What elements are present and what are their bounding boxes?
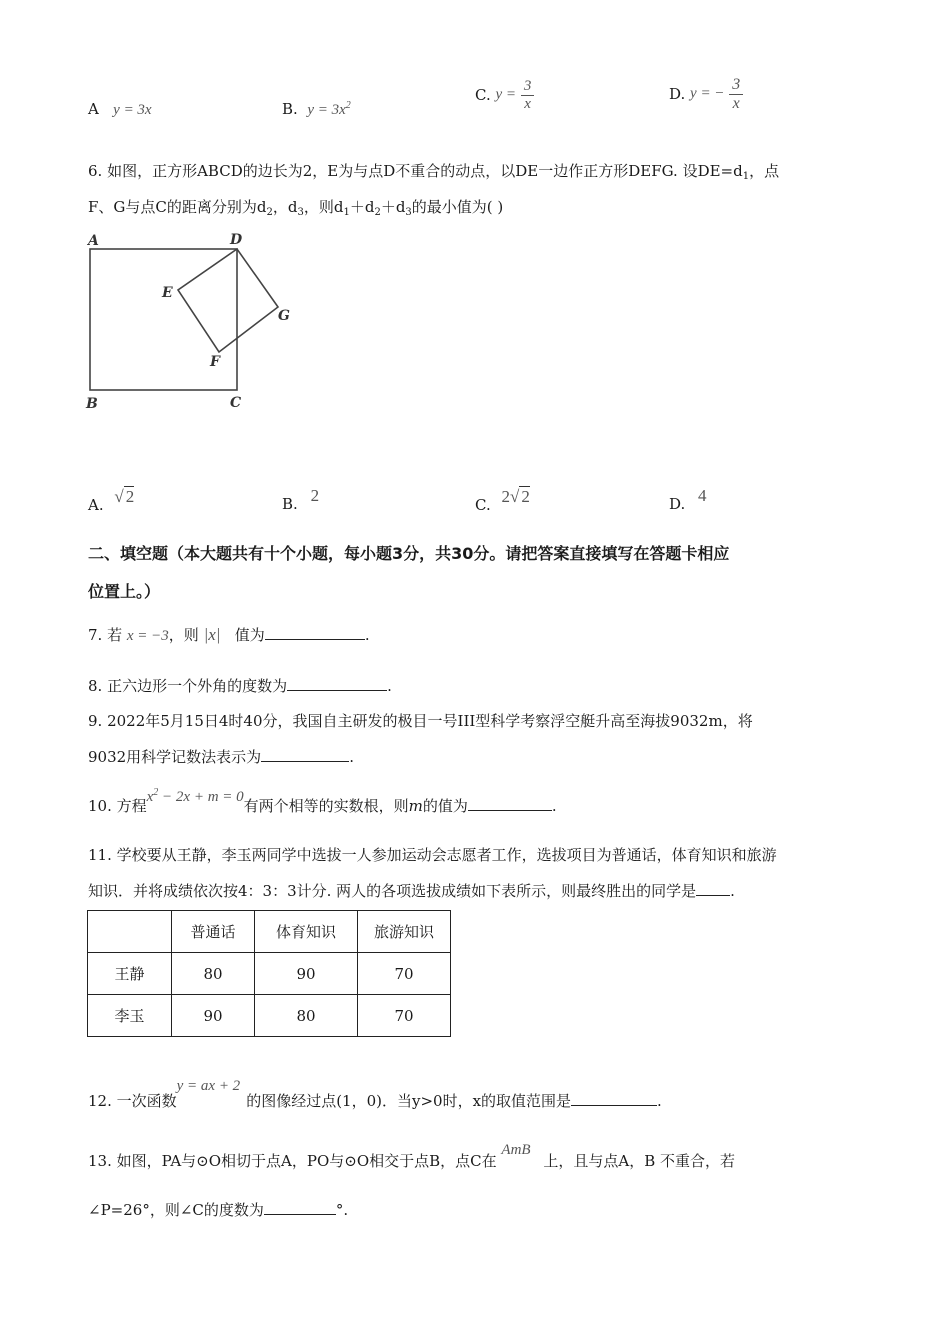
table-cell: 王静 — [88, 953, 172, 995]
table-cell: 70 — [358, 953, 451, 995]
q13-question-line2: ∠P=26°，则∠C的度数为 °. — [88, 1201, 349, 1219]
table-header-cell: 旅游知识 — [358, 911, 451, 953]
table-cell: 李玉 — [88, 995, 172, 1037]
arc-amb: AmB — [501, 1142, 531, 1158]
q10-question: 10. 方程$x^2 - 2x + m = 0$有两个相等的实数根，则m的值为 . — [88, 787, 557, 815]
square-defg — [178, 249, 278, 352]
table-row — [88, 995, 451, 1037]
q6-option-a: A. √ 2 — [88, 487, 135, 514]
q9-question-line1: 9. 2022年5月15日4时40分，我国自主研发的极目一号III型科学考察浮空艇升高至海拔9032m，将 — [88, 712, 753, 730]
q8-question: 8. 正六边形一个外角的度数为 . — [88, 677, 392, 695]
q8-answer-blank[interactable] — [287, 678, 387, 691]
q11-question-line2: 知识．并将成绩依次按4：3：3计分. 两人的各项选拔成绩如下表所示，则最终胜出的同学是 . — [88, 882, 735, 900]
label-b: B — [86, 396, 98, 412]
q12-question: 12. 一次函数y = ax + 2的图像经过点(1，0)．当y>0时，x的取值范围是 . — [88, 1078, 662, 1110]
table-row — [88, 953, 451, 995]
q9-question-line2: 9032用科学记数法表示为 . — [88, 748, 354, 766]
q11-question-line1: 11. 学校要从王静，李玉两同学中选拔一人参加运动会志愿者工作，选拔项目为普通话，体育知识和旅游 — [88, 846, 777, 864]
q5-option-b: B. $y = 3x^2$ — [282, 100, 351, 118]
q6-option-d: D. 4 — [669, 486, 707, 513]
table-cell: 90 — [255, 953, 358, 995]
table-header-cell — [88, 911, 172, 953]
label-g: G — [278, 308, 290, 324]
label-d: D — [230, 232, 243, 248]
label-c: C — [230, 395, 242, 411]
q12-answer-blank[interactable] — [571, 1093, 657, 1106]
q6-question-line1: 6. 如图，正方形ABCD的边长为2，E为与点D不重合的动点，以DE一边作正方形DEFG. 设$DE=d_1$，点 — [88, 162, 780, 182]
q5-option-a: A y = 3x — [88, 100, 152, 118]
label-f: F — [210, 354, 220, 370]
table-cell: 90 — [172, 995, 255, 1037]
section2-heading-line2: 位置上。） — [88, 582, 161, 601]
q13-question-line1: 13. 如图，PA与⊙O相切于点A，PO与⊙O相交于点B，点C在 AmB 上，且与点A，B 不重合，若 — [88, 1142, 735, 1170]
table-cell: 80 — [255, 995, 358, 1037]
table-header-cell: 普通话 — [172, 911, 255, 953]
section2-heading-line1: 二、填空题（本大题共有十个小题，每小题3分，共30分。请把答案直接填写在答题卡相应 — [88, 544, 730, 563]
label-e: E — [162, 285, 173, 301]
q13-answer-blank[interactable] — [264, 1202, 336, 1215]
q6-geometry-figure — [80, 225, 310, 415]
q9-answer-blank[interactable] — [261, 749, 349, 762]
q7-answer-blank[interactable] — [265, 627, 365, 640]
q11-answer-blank[interactable] — [696, 883, 730, 896]
table-cell: 70 — [358, 995, 451, 1037]
table-cell: 80 — [172, 953, 255, 995]
q5-option-d: D. y = − $\frac{3}{x}$ — [669, 76, 743, 112]
label-a: A — [88, 233, 99, 249]
q6-option-c: C. 2√ 2 — [475, 487, 530, 514]
table-header-row — [88, 911, 451, 953]
q5-option-c: C. y = $\frac{3}{x}$ — [475, 78, 534, 112]
q6-option-b: B. 2 — [282, 486, 320, 513]
q6-question-line2: F、G与点C的距离分别为$d_2$，$d_3$，则$d_1+d_2+d_3$的最小值为( ) — [88, 198, 504, 218]
table-header-cell: 体育知识 — [255, 911, 358, 953]
q7-question: 7. 若 x = −3，则 |x| 值为 . — [88, 625, 370, 644]
q11-score-table — [87, 910, 451, 1037]
q10-answer-blank[interactable] — [468, 798, 552, 811]
